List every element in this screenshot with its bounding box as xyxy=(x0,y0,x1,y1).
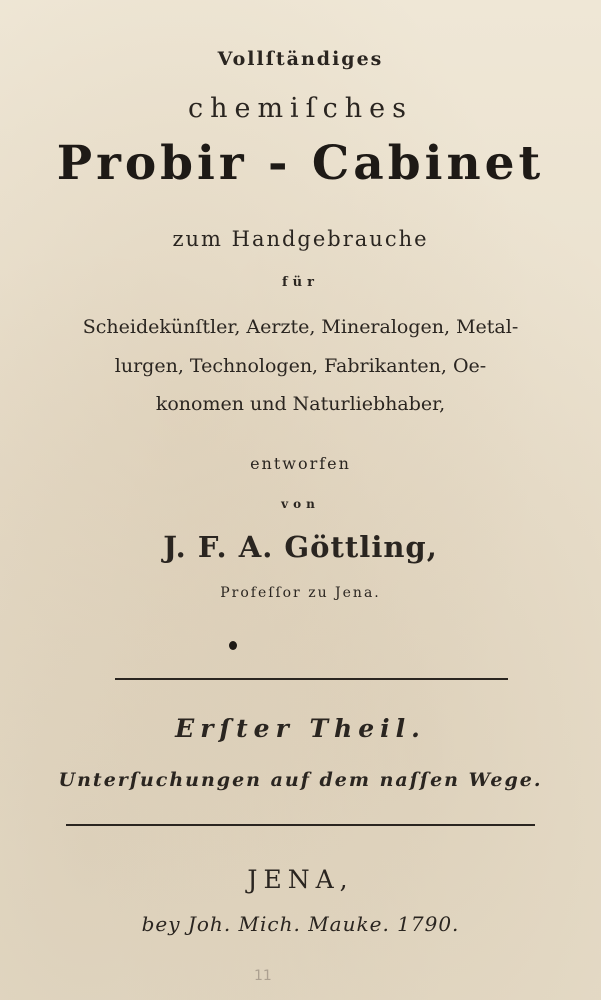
subtitle-zum-handgebrauche: zum Handgebrauche xyxy=(172,227,429,251)
imprint-place: JENA, xyxy=(247,865,354,894)
part-heading: Erſter Theil. xyxy=(175,714,426,743)
author-name: J. F. A. Göttling, xyxy=(163,530,438,564)
subtitle-fuer: für xyxy=(282,275,319,290)
audience-line-2: lurgen, Technologen, Fabrikanten, Oe- xyxy=(114,355,487,377)
faint-mark: 11 xyxy=(254,968,272,984)
audience-line-1: Scheidekünſtler, Aerzte, Mineralogen, Metal- xyxy=(82,316,519,338)
part-subtitle: Unterſuchungen auf dem naſſen Wege. xyxy=(58,769,543,791)
imprint-publisher: bey Joh. Mich. Mauke. 1790. xyxy=(141,912,460,936)
author-title: Profeſſor zu Jena. xyxy=(220,585,381,601)
main-title: Probir - Cabinet xyxy=(56,136,545,191)
line-von: von xyxy=(281,497,320,511)
subtitle-vollstaendiges: Vollſtändiges xyxy=(217,48,384,70)
audience-line-3: konomen und Naturliebhaber, xyxy=(155,393,446,415)
subtitle-chemisches: chemiſches xyxy=(187,93,414,124)
ornament-dot xyxy=(229,641,237,650)
line-entworfen: entworfen xyxy=(250,454,351,473)
divider-rule-bottom xyxy=(66,824,535,826)
divider-rule-top xyxy=(115,678,508,680)
